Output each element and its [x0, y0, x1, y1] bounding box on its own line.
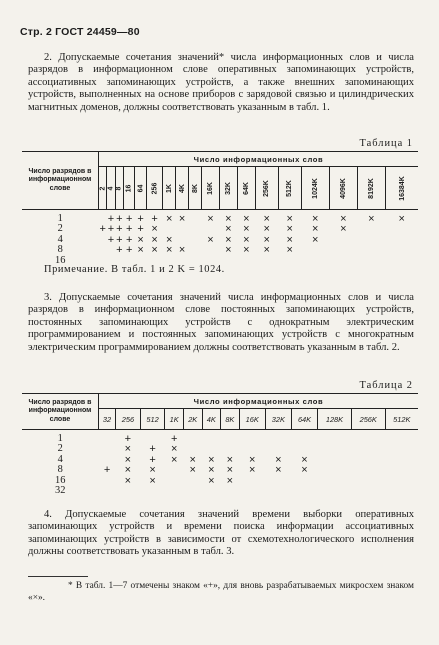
table1-group-header: Число информационных слов — [99, 152, 419, 167]
table1-col-header-label: 32K — [224, 181, 232, 195]
table1-col-header-label: 8K — [191, 183, 199, 193]
table1-col-header-label: 4096K — [339, 177, 347, 199]
paragraph-2: 2. Допускаемые сочетания значений* числа информационных слов и числа разрядов в информационном слове оперативных запоминающих устройств, ассоциативных запоминающих устройств, а также внешних запоминающих устройств, выполненных на основе приборов с зарядовой связью и цилиндрических магнитных доменов, должны соответствовать указанным в табл. 1. — [28, 52, 414, 113]
table2-col-header: 64K — [291, 409, 317, 430]
table2-cell: × × × — [208, 453, 215, 487]
footnote: * В табл. 1—7 отмечены знаком «+», для вновь разрабатываемых микросхем знаком «×». — [28, 581, 414, 603]
table1-cell: + × × × — [151, 213, 158, 257]
table1-col-header — [107, 167, 115, 210]
table1-col-header — [385, 167, 418, 210]
table1-cell: × × × × — [243, 213, 250, 257]
table1-col-header — [237, 167, 255, 210]
table1-col-header — [135, 167, 146, 210]
table2-col-header: 256 — [116, 409, 141, 430]
table2-cell — [385, 430, 418, 501]
table1-col-header-label: 1K — [165, 183, 173, 193]
table1-col-header — [176, 167, 189, 210]
table2-col-header: 8K — [221, 409, 240, 430]
table1-col-header-label: 4K — [178, 183, 186, 193]
table2-col-header: 32K — [265, 409, 291, 430]
table1-col-header-label: 16384K — [398, 175, 406, 201]
table1-col-header-label: 1024K — [311, 177, 319, 199]
table1-cell: × × × × — [225, 213, 232, 257]
table1-col-header — [163, 167, 176, 210]
table1-col-header-label: 16K — [206, 181, 214, 195]
table2-cell — [318, 430, 352, 501]
table2-cell: + — [103, 464, 111, 477]
table2-caption: Таблица 2 — [359, 380, 413, 391]
table1-col-header-label: 512K — [286, 179, 294, 197]
table1-cell: + + + + — [126, 213, 133, 257]
table2-col-header: 4K — [202, 409, 221, 430]
table2-col-header: 512 — [140, 409, 165, 430]
table2-cell: × × — [301, 453, 308, 477]
table1-col-header — [146, 167, 162, 210]
table1-col-header — [124, 167, 135, 210]
table2-cell: + × × × × — [124, 433, 132, 487]
table1-cell: + + + + — [116, 213, 123, 257]
table2-cell: + × × — [170, 433, 178, 466]
table1-col-header-label: 64 — [137, 184, 145, 192]
table1-col-header — [99, 167, 107, 210]
table1-col-header-label: 2 — [99, 186, 107, 190]
table1-col-header-label: 8192K — [367, 177, 375, 199]
table1-col-header-label: 16 — [125, 184, 133, 192]
table2-col-header: 1K — [165, 409, 184, 430]
table2-group-header: Число информационных слов — [99, 394, 419, 409]
table2-row-header: Число разрядов в информационном слове — [22, 394, 99, 430]
table1-col-header-label: 4 — [107, 186, 115, 190]
table1-cell: + + + — [107, 213, 115, 246]
table2-col-header: 256K — [351, 409, 385, 430]
table1-cell: + + × × — [137, 213, 144, 257]
table1-cell: × × — [178, 213, 186, 257]
table2-col-header: 16K — [239, 409, 265, 430]
table2-cell: × × — [189, 453, 196, 477]
page-header: Стр. 2 ГОСТ 24459—80 — [20, 26, 140, 38]
table1-col-header-label: 64K — [242, 181, 250, 195]
table2-col-header: 128K — [318, 409, 352, 430]
table1-col-header — [201, 167, 219, 210]
table2-cell: + + × × — [149, 443, 156, 487]
table2-cell: × × — [248, 453, 256, 477]
table1-col-header-label: 256 — [151, 182, 159, 194]
table1-col-header-label: 8 — [115, 186, 123, 190]
footnote-rule — [28, 576, 88, 577]
table1-cell — [189, 210, 202, 271]
table1-caption: Таблица 1 — [359, 138, 413, 149]
table1-cell: × × — [340, 213, 347, 236]
table2-row-labels: 1 2 4 8 16 32 — [55, 433, 66, 497]
table1-row-labels: 1 2 4 8 16 — [55, 213, 66, 266]
table2-cell: × × × — [226, 453, 234, 487]
table1-cell: × — [398, 213, 405, 225]
table-note: Примечание. В табл. 1 и 2 K = 1024. — [44, 264, 225, 275]
table-2 — [22, 393, 418, 500]
table1-cell: + — [99, 223, 106, 236]
table1-col-header — [115, 167, 123, 210]
table1-row-header: Число разрядов в информационном слове — [22, 152, 99, 210]
table1-cell: × × × — [312, 213, 319, 246]
table1-cell: × × — [207, 213, 214, 246]
table-1 — [22, 151, 418, 270]
table1-col-header — [278, 167, 301, 210]
table1-col-header — [255, 167, 278, 210]
table1-cell: × × × × — [263, 213, 270, 257]
table1-cell: × × × × — [286, 213, 293, 257]
table1-col-header — [189, 167, 202, 210]
table1-col-header-label: 256K — [263, 179, 271, 197]
table2-col-header: 2K — [183, 409, 202, 430]
table1-cell: × — [368, 213, 375, 225]
table1-cell: × × × — [166, 213, 173, 257]
table1-col-header — [219, 167, 237, 210]
paragraph-3: 3. Допускаемые сочетания значений числа информационных слов и числа разрядов в информационном слове постоянных запоминающих устройств, постоянных запоминающих устройств с однократным электрическим программированием и постоянных запоминающих устройств с многократным электрическим программированием должны соответствовать указанным в табл. 2. — [28, 292, 414, 353]
table2-col-header: 32 — [99, 409, 116, 430]
table2-col-header: 512K — [385, 409, 418, 430]
table1-col-header — [357, 167, 385, 210]
table1-col-header — [329, 167, 357, 210]
table1-col-header — [301, 167, 329, 210]
table2-cell: × × — [275, 453, 282, 477]
table2-cell — [351, 430, 385, 501]
paragraph-4: 4. Допускаемые сочетания значений времени выборки оперативных запоминающих устройств и времени поиска информации ассоциативных запоминающих устройств в зависимости от схемотехнологического исполнения должны соответствовать указанным в табл. 3. — [28, 509, 414, 558]
